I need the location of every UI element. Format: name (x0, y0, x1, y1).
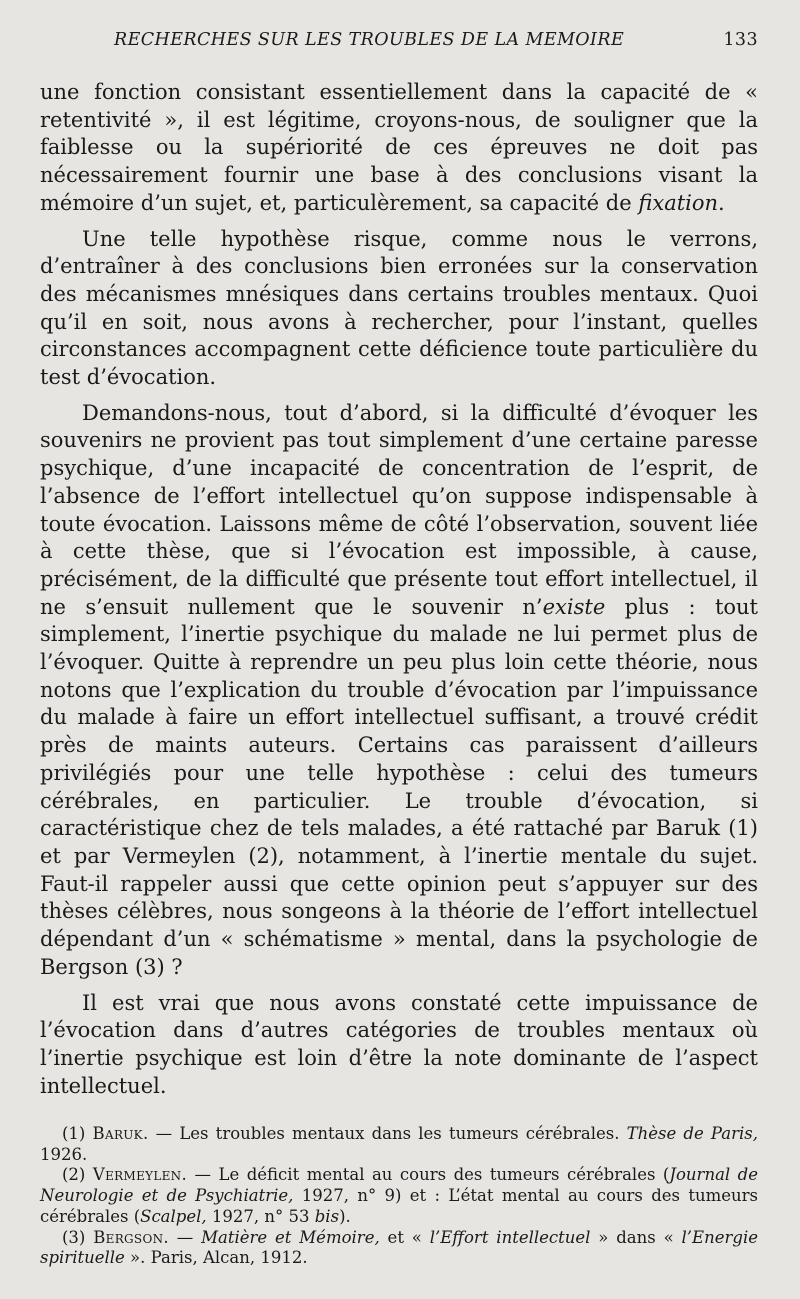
footnote-marker: (1) (62, 1124, 93, 1143)
emphasis: Journal de Neurologie et de Psychiatrie, (40, 1165, 758, 1206)
running-title: RECHERCHES SUR LES TROUBLES DE LA MEMOIRE (114, 30, 625, 50)
emphasis: fixation (638, 190, 719, 215)
footnote-marker: (2) (62, 1165, 93, 1185)
page-header (40, 30, 758, 56)
author-name: Bergson. (93, 1227, 169, 1247)
text-run: 1926. (40, 1144, 88, 1164)
body-text (40, 79, 758, 1108)
emphasis: Scalpel, (140, 1206, 207, 1226)
author-name: Baruk. (92, 1124, 149, 1143)
text-run: — Les troubles mentaux dans les tumeurs cérébrales. (148, 1124, 627, 1143)
emphasis: l’Effort intellectuel (429, 1227, 591, 1247)
emphasis: l’Energie spirituelle (40, 1227, 758, 1268)
text-run: » dans « (590, 1227, 682, 1247)
text-run: ). (339, 1206, 351, 1226)
text-run: — Le déficit mental au cours des tumeurs cérébrales ( (187, 1165, 670, 1185)
text-run: — (168, 1227, 202, 1247)
footnote-2 (40, 1165, 758, 1227)
text-run: plus : tout simplement, l’inertie psychique du malade ne lui permet plus de l’évoquer. Quitte à reprendre un peu plus loin cette théorie, nous notons que l’explication du trouble d’évocation par l’impuissance du malade à faire un effort intellectuel suffisant, a trouvé crédit près de maints auteurs. Certains cas paraissent d’ailleurs privilégiés pour une telle hypothèse : celui des tumeurs cérébrales, en particulier. Le trouble d’évocation, si caractéristique chez de tels malades, a été rattaché par Baruk (1) et par Vermeylen (2), notamment, à l’inertie mentale du sujet. Faut-il rappeler aussi que cette opinion peut s’appuyer sur des thèses célèbres, nous songeons à la théorie de l’effort intellectuel dépendant d’un « schématisme » mental, dans la psychologie de Bergson (3) ? (40, 594, 758, 979)
emphasis: Matière et Mémoire, (201, 1227, 380, 1247)
paragraph-4: Il est vrai que nous avons constaté cette impuissance de l’évocation dans d’autres catégories de troubles mentaux où l’inertie psychique est loin d’être la note dominante de l’aspect intellectuel. (40, 990, 758, 1098)
footnote-1 (40, 1124, 758, 1165)
emphasis: Thèse de Paris, (626, 1124, 758, 1143)
text-run: et « (379, 1227, 430, 1247)
emphasis: bis (314, 1206, 340, 1226)
footnote-marker: (3) (62, 1227, 94, 1247)
author-name: Vermeylen. (92, 1165, 188, 1185)
emphasis: existe (542, 594, 606, 619)
footnotes (40, 1124, 758, 1269)
paragraph-2: Une telle hypothèse risque, comme nous le verrons, d’entraîner à des conclusions bien erronées sur la conservation des mécanismes mnésiques dans certains troubles mentaux. Quoi qu’il en soit, nous avons à rechercher, pour l’instant, quelles circonstances accompagnent cette déficience toute particulière du test d’évocation. (40, 226, 758, 390)
text-run: . (718, 190, 725, 215)
paragraph-1 (40, 79, 758, 218)
text-run: une fonction consistant essentiellement dans la capacité de « retentivité », il est légitime, croyons-nous, de souligner que la faiblesse ou la supériorité de ces épreuves ne doit pas nécessairement fournir une base à des conclusions visant la mémoire d’un sujet, et, particulèrement, sa capacité de (40, 80, 758, 215)
page-number: 133 (723, 30, 758, 50)
text-run: Demandons-nous, tout d’abord, si la difficulté d’évoquer les souvenirs ne provient pas tout simplement d’une certaine paresse psychique, d’une incapacité de concentration de l’esprit, de l’absence de l’effort intellectuel qu’on suppose indispensable à toute évocation. Laissons même de côté l’observation, souvent liée à cette thèse, que si l’évocation est impossible, à cause, précisément, de la difficulté que présente tout effort intellectuel, il ne s’ensuit nullement que le souvenir n’ (40, 400, 758, 619)
text-run: 1927, n° 53 (206, 1206, 315, 1226)
paragraph-3 (40, 400, 758, 982)
text-run: ». Paris, Alcan, 1912. (124, 1248, 308, 1268)
footnote-3 (40, 1228, 758, 1269)
text-run: 1927, n° 9) et : L’état mental au cours des tumeurs cérébrales ( (40, 1186, 758, 1226)
